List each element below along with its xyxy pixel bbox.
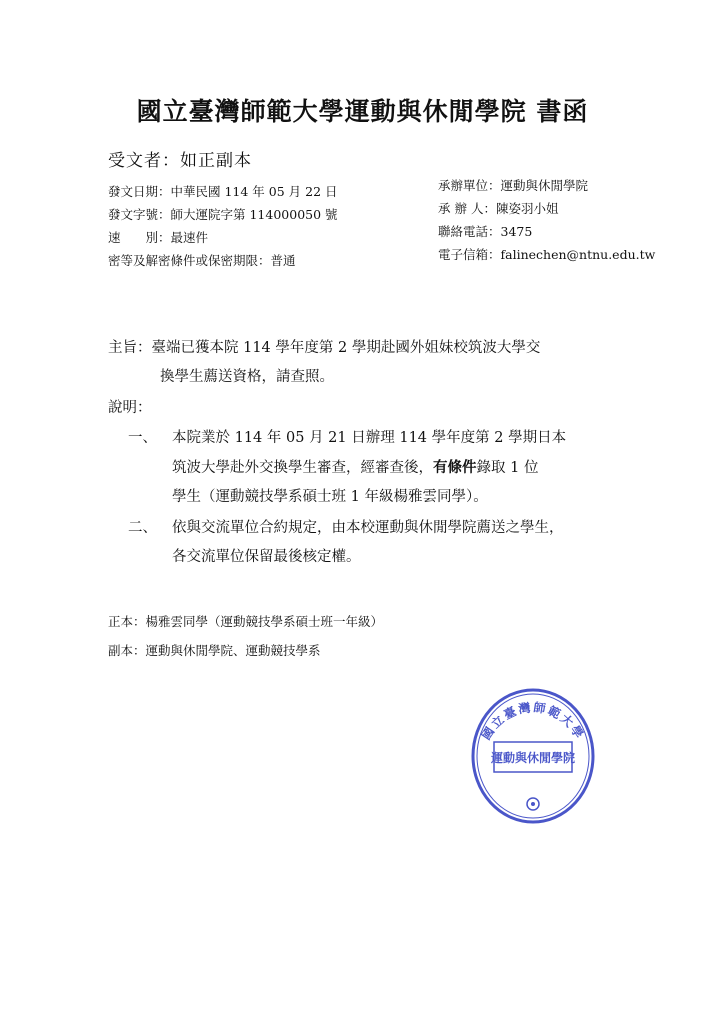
item-line — [172, 453, 566, 483]
item-text: 筑波大學赴外交換學生審查，經審查後， — [172, 460, 433, 476]
subject-line-2: 換學生薦送資格，請查照。 — [160, 369, 334, 385]
description-heading: 說明： — [108, 400, 152, 416]
item-body — [172, 424, 566, 512]
document-title: 國立臺灣師範大學運動與休閒學院 書函 — [136, 97, 589, 126]
issue-number: 發文字號：師大運院字第 114000050 號 — [108, 207, 338, 222]
item-line: 本院業於 114 年 05 月 21 日辦理 114 學年度第 2 學期日本 — [172, 430, 567, 446]
handler: 承 辦 人：陳姿羽小姐 — [438, 201, 559, 216]
contact-phone: 聯絡電話：3475 — [438, 224, 533, 239]
item-line: 依與交流單位合約規定，由本校運動與休閒學院薦送之學生， — [172, 520, 564, 536]
original-recipient: 正本：楊雅雲同學（運動競技學系碩士班一年級） — [108, 614, 384, 629]
carbon-copy: 副本：運動與休閒學院、運動競技學系 — [108, 643, 321, 658]
confidentiality: 密等及解密條件或保密期限：普通 — [108, 253, 296, 268]
item-text: 錄取 1 位 — [476, 460, 539, 476]
handling-unit: 承辦單位：運動與休閒學院 — [438, 178, 589, 193]
urgency: 速 別：最速件 — [108, 230, 209, 245]
subject-block — [108, 334, 540, 392]
emphasis-text: 有條件 — [433, 459, 477, 476]
recipient-line: 受文者：如正副本 — [108, 151, 252, 171]
subject-line-1: 主旨：臺端已獲本院 114 學年度第 2 學期赴國外姐妹校筑波大學交 — [108, 340, 541, 356]
official-seal — [468, 684, 598, 824]
seal-center-text: 運動與休閒學院 — [490, 751, 576, 765]
issue-info-block — [108, 180, 338, 272]
contact-email[interactable]: 電子信箱：falinechen@ntnu.edu.tw — [438, 247, 656, 262]
issue-date: 發文日期：中華民國 114 年 05 月 22 日 — [108, 184, 338, 199]
seal-ring-text: 國立臺灣師範大學 — [478, 700, 588, 743]
item-line: 各交流單位保留最後核定權。 — [172, 549, 361, 565]
item-body — [172, 514, 564, 572]
contact-info-block — [438, 174, 655, 266]
item-line: 學生（運動競技學系碩士班 1 年級楊雅雲同學）。 — [172, 489, 488, 505]
item-number: 一、 — [128, 430, 157, 446]
item-number: 二、 — [128, 520, 157, 536]
